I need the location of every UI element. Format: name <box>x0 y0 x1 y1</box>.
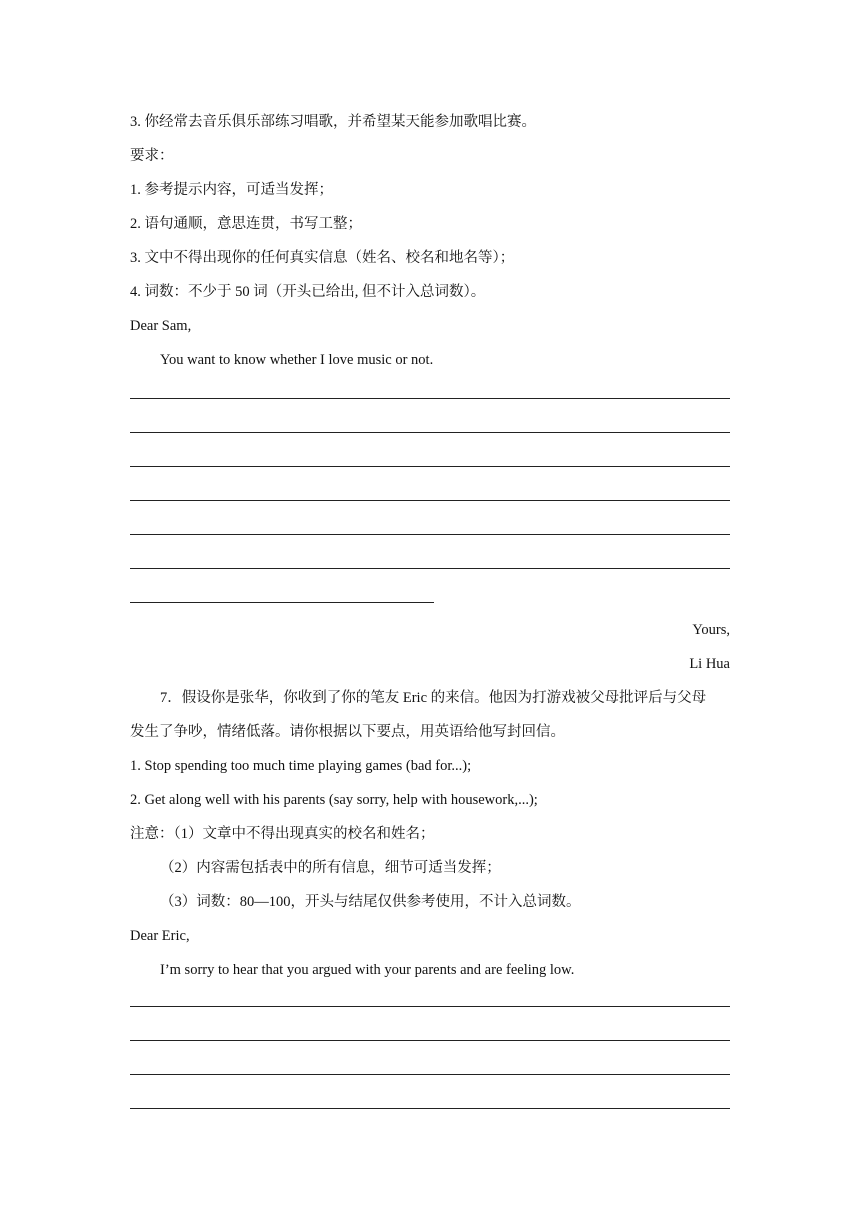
point-1: 1. Stop spending too much time playing games (bad for...); <box>130 758 472 774</box>
letter-opening-eric: I’m sorry to hear that you argued with your parents and are feeling low. <box>160 962 575 978</box>
task-item-3: 3. 你经常去音乐俱乐部练习唱歌，并希望某天能参加歌唱比赛。 <box>130 114 536 130</box>
answer-line <box>130 1074 730 1075</box>
point-2: 2. Get along well with his parents (say sorry, help with housework,...); <box>130 792 538 808</box>
question-7-line-2: 发生了争吵，情绪低落。请你根据以下要点，用英语给他写封回信。 <box>130 724 565 740</box>
letter-signature: Li Hua <box>689 656 730 672</box>
question-7-line-1: 7．假设你是张华，你收到了你的笔友 Eric 的来信。他因为打游戏被父母批评后与父母 <box>160 690 707 706</box>
letter-opening-sam: You want to know whether I love music or not. <box>160 352 434 368</box>
answer-line <box>130 398 730 399</box>
answer-line <box>130 500 730 501</box>
requirements-heading: 要求： <box>130 148 174 164</box>
answer-line-short <box>130 602 434 603</box>
letter-closing: Yours, <box>692 622 730 638</box>
note-1: 注意：（1）文章中不得出现真实的校名和姓名； <box>130 826 435 842</box>
answer-line <box>130 568 730 569</box>
answer-line <box>130 1006 730 1007</box>
answer-line <box>130 432 730 433</box>
answer-line <box>130 466 730 467</box>
letter-salutation-eric: Dear Eric, <box>130 928 190 944</box>
requirement-4: 4. 词数：不少于 50 词（开头已给出, 但不计入总词数）。 <box>130 284 486 300</box>
note-2: （2）内容需包括表中的所有信息，细节可适当发挥； <box>160 860 501 876</box>
answer-line <box>130 1040 730 1041</box>
answer-line <box>130 1108 730 1109</box>
note-3: （3）词数：80—100，开头与结尾仅供参考使用，不计入总词数。 <box>160 894 581 910</box>
answer-line <box>130 534 730 535</box>
requirement-3: 3. 文中不得出现你的任何真实信息（姓名、校名和地名等）； <box>130 250 515 266</box>
requirement-1: 1. 参考提示内容，可适当发挥； <box>130 182 333 198</box>
requirement-2: 2. 语句通顺，意思连贯，书写工整； <box>130 216 362 232</box>
letter-salutation-sam: Dear Sam, <box>130 318 192 334</box>
